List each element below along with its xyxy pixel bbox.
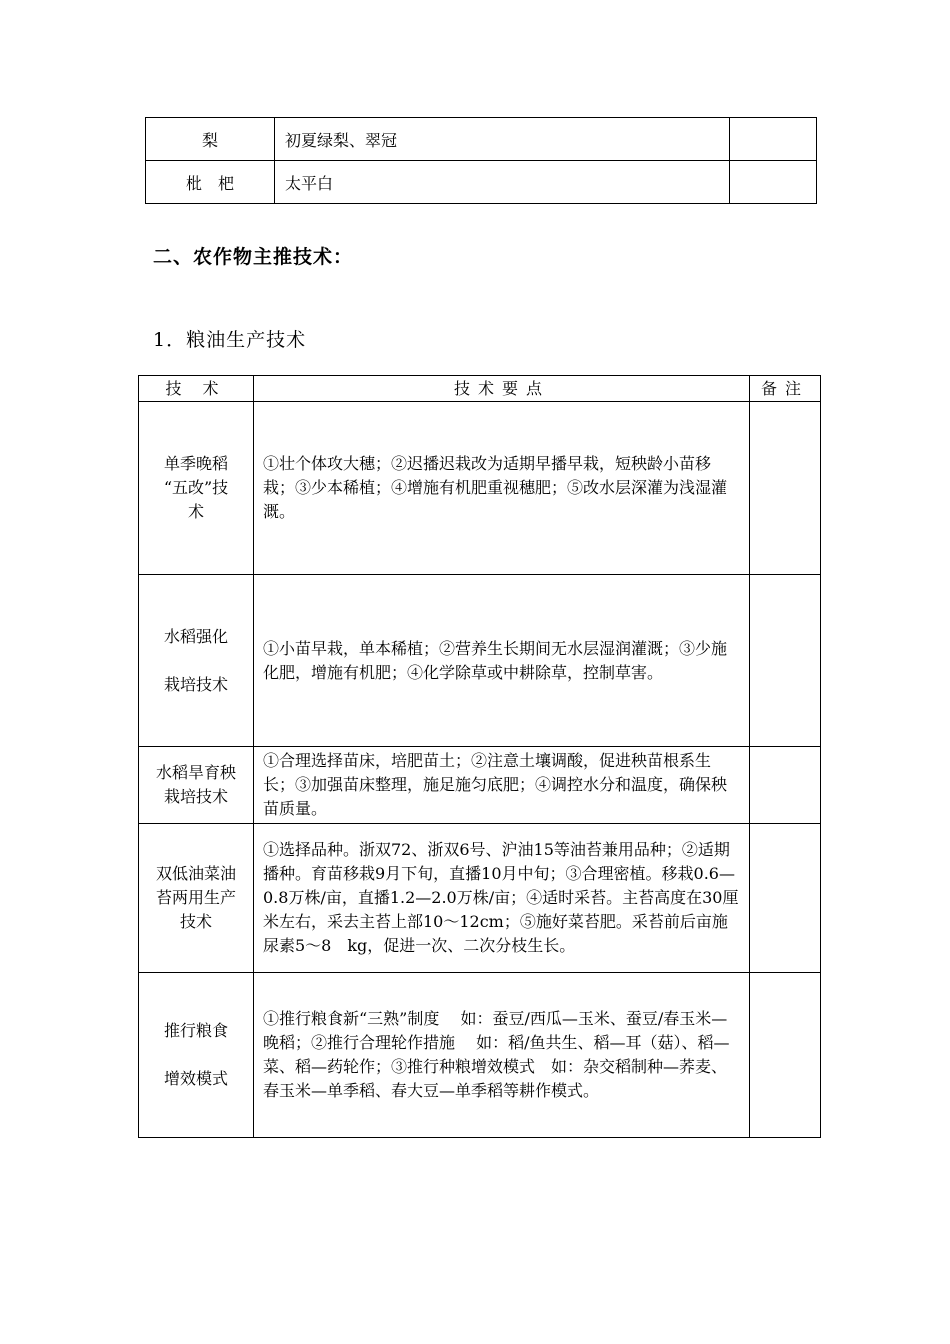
technique-name-line: 术: [187, 502, 204, 521]
header-technique: 技 术: [139, 376, 254, 402]
variety-table: [145, 117, 817, 204]
header-key-points: 技术要点: [254, 376, 750, 402]
tech-table: [138, 375, 821, 1138]
technique-name-line: 推行粮食: [163, 1021, 228, 1040]
notes-cell: [750, 973, 821, 1138]
technique-name-cell: [139, 402, 254, 575]
variety-cell: 太平白: [275, 161, 730, 204]
table-row: [146, 118, 817, 161]
note-cell: [730, 118, 817, 161]
notes-cell: [750, 824, 821, 973]
section-title: 二、农作物主推技术：: [153, 246, 354, 268]
table-row: [139, 402, 821, 575]
table-header-row: [139, 376, 821, 402]
notes-cell: [750, 747, 821, 824]
table-row: [139, 747, 821, 824]
technique-name-cell: [139, 747, 254, 824]
table-row: [139, 824, 821, 973]
notes-cell: [750, 575, 821, 747]
technique-name-line: “五改”技: [163, 478, 229, 497]
crop-cell: 枇 杷: [146, 161, 275, 204]
key-points-cell: ①壮个体攻大穗；②迟播迟栽改为适期早播早栽，短秧龄小苗移栽；③少本稀植；④增施有机肥重视穗肥；⑤改水层深灌为浅湿灌溉。: [254, 402, 750, 575]
technique-name-line: 水稻旱育秧: [155, 763, 236, 782]
table-row: [146, 161, 817, 204]
table-row: [139, 973, 821, 1138]
technique-name-line: 双低油菜油: [155, 864, 236, 883]
key-points-cell: ①选择品种。浙双72、浙双6号、沪油15等油苔兼用品种；②适期播种。育苗移栽9月下旬，直播10月中旬；③合理密植。移栽0.6—0.8万株/亩，直播1.2—2.0万株/亩；④适时采苔。主苔高度在30厘米左右，采去主苔上部10～12cm；⑤施好菜苔肥。采苔前后亩施尿素5～8 kg，促进一次、二次分枝生长。: [254, 824, 750, 973]
crop-cell: 梨: [146, 118, 275, 161]
technique-name-line: 技术: [179, 912, 212, 931]
technique-name-line: 单季晚稻: [163, 454, 228, 473]
note-cell: [730, 161, 817, 204]
technique-name-cell: [139, 973, 254, 1138]
table-row: [139, 575, 821, 747]
key-points-cell: ①推行粮食新“三熟”制度 如：蚕豆/西瓜—玉米、蚕豆/春玉米—晚稻；②推行合理轮作措施 如：稻/鱼共生、稻—耳（菇）、稻—菜、稻—药轮作；③推行种粮增效模式 如：杂交稻制种—荞麦、春玉米—单季稻、春大豆—单季稻等耕作模式。: [254, 973, 750, 1138]
key-points-cell: ①合理选择苗床，培肥苗土；②注意土壤调酸，促进秧苗根系生长；③加强苗床整理，施足施匀底肥；④调控水分和温度，确保秧苗质量。: [254, 747, 750, 824]
technique-name-line: 水稻强化: [163, 626, 228, 646]
header-notes: 备注: [750, 376, 821, 402]
technique-name-line: 增效模式: [163, 1069, 228, 1088]
variety-cell: 初夏绿梨、翠冠: [275, 118, 730, 161]
technique-name-cell: [139, 824, 254, 973]
key-points-cell: ①小苗早栽，单本稀植；②营养生长期间无水层湿润灌溉；③少施化肥，增施有机肥；④化学除草或中耕除草，控制草害。: [254, 575, 750, 747]
technique-name-line: 苔两用生产: [155, 888, 236, 907]
technique-name-line: 栽培技术: [163, 674, 228, 694]
technique-name-cell: [139, 575, 254, 747]
notes-cell: [750, 402, 821, 575]
subsection-title: 1．粮油生产技术: [153, 329, 307, 351]
technique-name-line: 栽培技术: [163, 787, 228, 806]
